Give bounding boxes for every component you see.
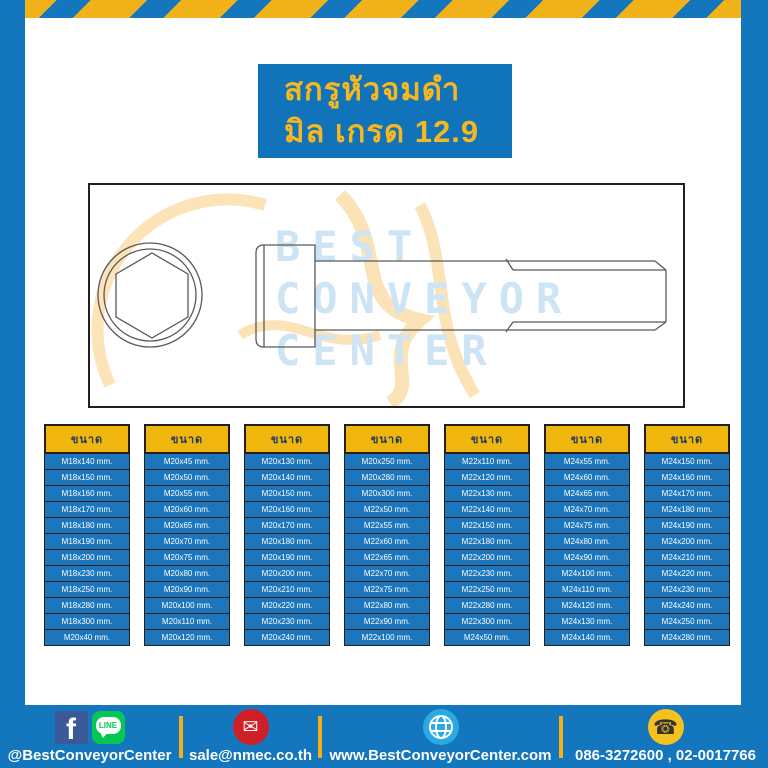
- size-cell: M22x70 mm.: [344, 566, 430, 582]
- size-cell: M20x150 mm.: [244, 486, 330, 502]
- watermark-line-2: CONVEYOR: [275, 274, 574, 323]
- left-border-strip: [0, 0, 25, 768]
- size-cell: M20x65 mm.: [144, 518, 230, 534]
- line-icon[interactable]: [92, 711, 125, 744]
- size-table-header: ขนาด: [144, 424, 230, 454]
- screw-head-side: [256, 245, 315, 347]
- size-table-header: ขนาด: [44, 424, 130, 454]
- size-table-header: ขนาด: [444, 424, 530, 454]
- right-border-strip: [741, 0, 768, 768]
- size-cell: M18x170 mm.: [44, 502, 130, 518]
- size-table-3: [244, 424, 330, 646]
- size-cell: M22x60 mm.: [344, 534, 430, 550]
- size-cell: M20x75 mm.: [144, 550, 230, 566]
- size-cell: M18x180 mm.: [44, 518, 130, 534]
- size-table-2: [144, 424, 230, 646]
- size-cell: M24x80 mm.: [544, 534, 630, 550]
- size-cell: M20x250 mm.: [344, 454, 430, 470]
- size-cell: M22x250 mm.: [444, 582, 530, 598]
- size-cell: M22x90 mm.: [344, 614, 430, 630]
- size-cell: M24x250 mm.: [644, 614, 730, 630]
- size-cell: M20x90 mm.: [144, 582, 230, 598]
- size-cell: M24x70 mm.: [544, 502, 630, 518]
- size-cell: M20x210 mm.: [244, 582, 330, 598]
- size-cell: M22x100 mm.: [344, 630, 430, 646]
- title-box: [258, 64, 512, 158]
- size-cell: M20x110 mm.: [144, 614, 230, 630]
- size-cell: M20x190 mm.: [244, 550, 330, 566]
- top-hazard-stripe: [0, 0, 768, 18]
- size-cell: M20x170 mm.: [244, 518, 330, 534]
- size-cell: M22x230 mm.: [444, 566, 530, 582]
- size-cell: M24x55 mm.: [544, 454, 630, 470]
- size-cell: M24x75 mm.: [544, 518, 630, 534]
- size-cell: M24x190 mm.: [644, 518, 730, 534]
- size-cell: M22x120 mm.: [444, 470, 530, 486]
- size-cell: M24x90 mm.: [544, 550, 630, 566]
- size-cell: M24x60 mm.: [544, 470, 630, 486]
- line-bubble-text: LINE: [96, 717, 121, 734]
- screw-head-outer-circle: [98, 243, 202, 347]
- size-table-header: ขนาด: [644, 424, 730, 454]
- footer-phone-section[interactable]: [563, 705, 768, 768]
- size-cell: M22x130 mm.: [444, 486, 530, 502]
- line-bubble-tail: [100, 732, 108, 738]
- size-cell: M20x50 mm.: [144, 470, 230, 486]
- size-cell: M24x160 mm.: [644, 470, 730, 486]
- size-cell: M22x65 mm.: [344, 550, 430, 566]
- drawing-panel: [88, 183, 685, 408]
- size-table-header: ขนาด: [244, 424, 330, 454]
- size-cell: M20x130 mm.: [244, 454, 330, 470]
- hex-socket: [116, 253, 188, 338]
- size-cell: M18x140 mm.: [44, 454, 130, 470]
- size-table-header: ขนาด: [344, 424, 430, 454]
- page-title-line-1: สกรูหัวจมดำ: [284, 72, 461, 107]
- size-cell: M18x160 mm.: [44, 486, 130, 502]
- size-cell: M22x55 mm.: [344, 518, 430, 534]
- footer-contact-bar: [0, 705, 768, 768]
- size-cell: M24x280 mm.: [644, 630, 730, 646]
- globe-icon[interactable]: [423, 709, 459, 745]
- size-cell: M20x230 mm.: [244, 614, 330, 630]
- screw-head-inner-circle: [104, 249, 196, 341]
- size-cell: M24x220 mm.: [644, 566, 730, 582]
- watermark-line-1: BEST: [275, 222, 425, 271]
- size-table-header: ขนาด: [544, 424, 630, 454]
- phone-numbers-label[interactable]: 086-3272600 , 02-0017766: [575, 747, 756, 764]
- size-cell: M24x120 mm.: [544, 598, 630, 614]
- size-cell: M22x180 mm.: [444, 534, 530, 550]
- footer-website-section[interactable]: [322, 705, 559, 768]
- size-cell: M20x160 mm.: [244, 502, 330, 518]
- size-table-1: [44, 424, 130, 646]
- size-cell: M24x230 mm.: [644, 582, 730, 598]
- size-cell: M20x60 mm.: [144, 502, 230, 518]
- size-cell: M22x300 mm.: [444, 614, 530, 630]
- size-cell: M24x150 mm.: [644, 454, 730, 470]
- size-cell: M22x280 mm.: [444, 598, 530, 614]
- size-cell: M18x190 mm.: [44, 534, 130, 550]
- size-cell: M20x120 mm.: [144, 630, 230, 646]
- size-cell: M18x200 mm.: [44, 550, 130, 566]
- page-title-line-2: มิล เกรด 12.9: [284, 114, 480, 149]
- size-cell: M20x100 mm.: [144, 598, 230, 614]
- size-cell: M20x40 mm.: [44, 630, 130, 646]
- size-cell: M24x180 mm.: [644, 502, 730, 518]
- phone-icon[interactable]: ☎: [648, 709, 684, 745]
- email-label[interactable]: sale@nmec.co.th: [188, 747, 312, 764]
- size-cell: M20x80 mm.: [144, 566, 230, 582]
- size-cell: M18x250 mm.: [44, 582, 130, 598]
- social-handle-label[interactable]: @BestConveyorCenter: [7, 747, 172, 764]
- socket-screw-diagram: [90, 185, 683, 406]
- size-cell: M20x140 mm.: [244, 470, 330, 486]
- size-table-6: [544, 424, 630, 646]
- footer-email-section[interactable]: [183, 705, 318, 768]
- mail-icon[interactable]: ✉: [233, 709, 269, 745]
- size-cell: M24x140 mm.: [544, 630, 630, 646]
- size-cell: M22x110 mm.: [444, 454, 530, 470]
- size-cell: M20x300 mm.: [344, 486, 430, 502]
- size-cell: M24x110 mm.: [544, 582, 630, 598]
- size-cell: M18x300 mm.: [44, 614, 130, 630]
- size-cell: M24x240 mm.: [644, 598, 730, 614]
- size-cell: M20x200 mm.: [244, 566, 330, 582]
- size-table-7: [644, 424, 730, 646]
- footer-social-section[interactable]: [0, 705, 179, 768]
- size-cell: M24x210 mm.: [644, 550, 730, 566]
- size-tables: [44, 424, 730, 646]
- watermark-line-3: CENTER: [275, 326, 499, 375]
- size-cell: M20x55 mm.: [144, 486, 230, 502]
- size-cell: M20x180 mm.: [244, 534, 330, 550]
- size-table-5: [444, 424, 530, 646]
- size-cell: M24x50 mm.: [444, 630, 530, 646]
- size-cell: M20x70 mm.: [144, 534, 230, 550]
- facebook-icon[interactable]: f: [55, 711, 88, 744]
- size-cell: M24x65 mm.: [544, 486, 630, 502]
- size-cell: M24x100 mm.: [544, 566, 630, 582]
- size-cell: M22x50 mm.: [344, 502, 430, 518]
- size-table-4: [344, 424, 430, 646]
- size-cell: M20x45 mm.: [144, 454, 230, 470]
- size-cell: M18x280 mm.: [44, 598, 130, 614]
- size-cell: M22x200 mm.: [444, 550, 530, 566]
- size-cell: M24x200 mm.: [644, 534, 730, 550]
- size-cell: M22x80 mm.: [344, 598, 430, 614]
- size-cell: M18x230 mm.: [44, 566, 130, 582]
- size-cell: M22x75 mm.: [344, 582, 430, 598]
- size-cell: M20x220 mm.: [244, 598, 330, 614]
- size-cell: M22x140 mm.: [444, 502, 530, 518]
- size-cell: M20x280 mm.: [344, 470, 430, 486]
- size-cell: M24x170 mm.: [644, 486, 730, 502]
- size-cell: M20x240 mm.: [244, 630, 330, 646]
- size-cell: M22x150 mm.: [444, 518, 530, 534]
- website-label[interactable]: www.BestConveyorCenter.com: [329, 747, 552, 764]
- size-cell: M24x130 mm.: [544, 614, 630, 630]
- size-cell: M18x150 mm.: [44, 470, 130, 486]
